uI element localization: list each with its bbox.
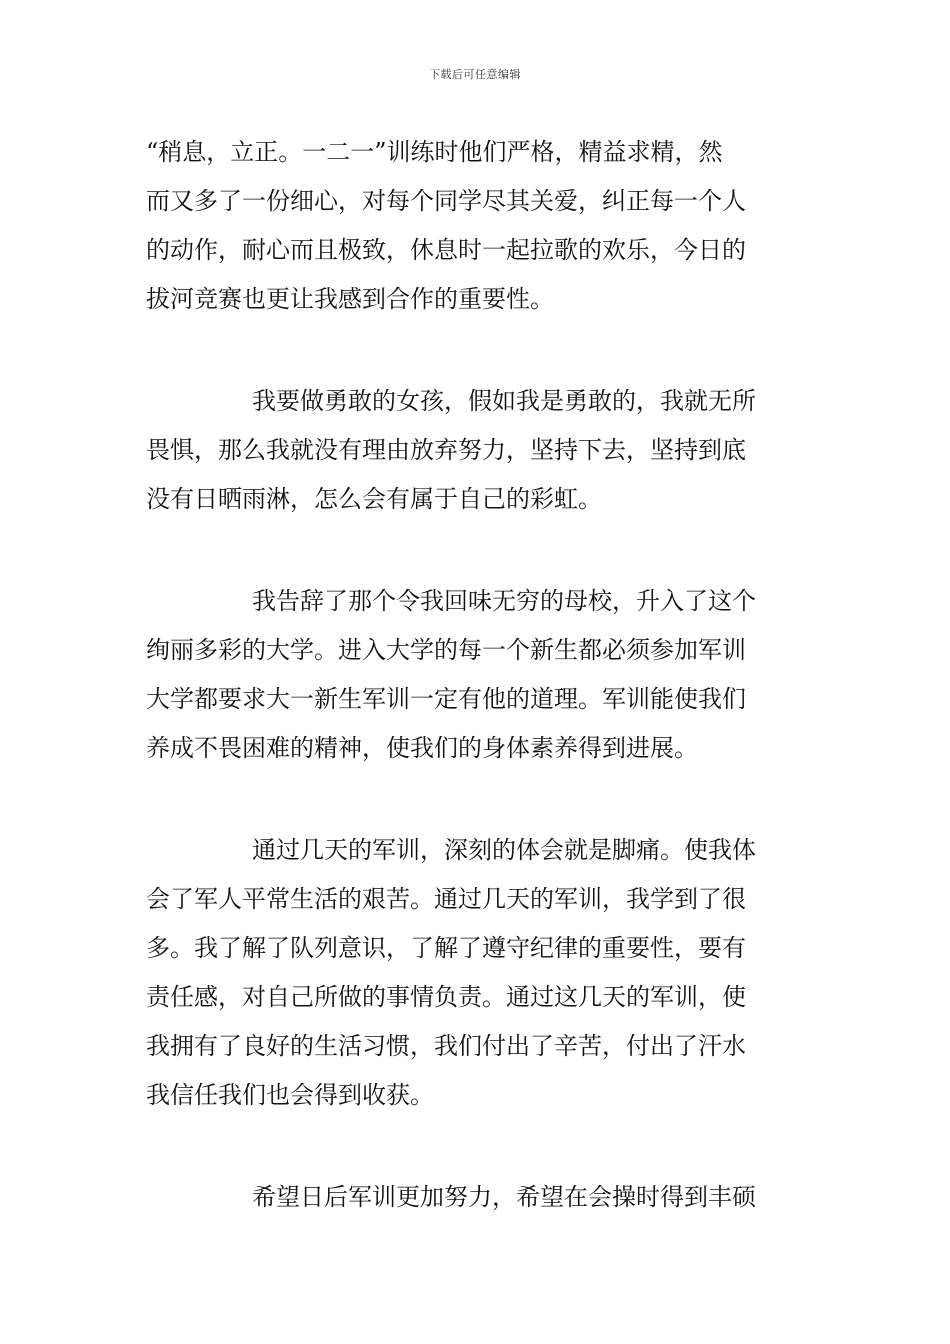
text-line: 多。我了解了队列意识，了解了遵守纪律的重要性，要有 <box>146 934 746 962</box>
paragraph-gap <box>146 524 806 577</box>
text-line: 我告辞了那个令我回味无穷的母校，升入了这个 <box>252 587 756 615</box>
text-line: 我拥有了良好的生活习惯，我们付出了辛苦，付出了汗水 <box>146 1032 746 1060</box>
document-body <box>146 128 806 1222</box>
text-line: 大学都要求大一新生军训一定有他的道理。军训能使我们 <box>146 685 746 713</box>
text-line: 养成不畏困难的精神，使我们的身体素养得到进展。 <box>146 734 698 762</box>
paragraph-gap <box>146 324 806 377</box>
paragraph-gap <box>146 1120 806 1173</box>
text-line: 我要做勇敢的女孩，假如我是勇敢的，我就无所 <box>252 387 756 415</box>
paragraph-4 <box>146 826 806 1120</box>
text-line: 拔河竞赛也更让我感到合作的重要性。 <box>146 285 554 313</box>
paragraph-5 <box>146 1173 806 1222</box>
text-line: 畏惧，那么我就没有理由放弃努力，坚持下去，坚持到底 <box>146 436 746 464</box>
text-line: 而又多了一份细心，对每个同学尽其关爱，纠正每一个人 <box>146 187 746 215</box>
text-line: 没有日晒雨淋，怎么会有属于自己的彩虹。 <box>146 485 602 513</box>
text-line: 的动作，耐心而且极致，休息时一起拉歌的欢乐，今日的 <box>146 236 746 264</box>
text-line: 会了军人平常生活的艰苦。通过几天的军训，我学到了很 <box>146 885 746 913</box>
text-line: “稍息，立正。一二一”训练时他们严格，精益求精，然 <box>146 138 723 166</box>
header-note: 下载后可任意编辑 <box>429 68 521 81</box>
paragraph-1 <box>146 128 806 324</box>
paragraph-2 <box>146 377 806 524</box>
text-line: 希望日后军训更加努力，希望在会操时得到丰硕 <box>252 1183 756 1211</box>
text-line: 通过几天的军训，深刻的体会就是脚痛。使我体 <box>252 836 756 864</box>
paragraph-3 <box>146 577 806 773</box>
paragraph-gap <box>146 773 806 826</box>
text-line: 我信任我们也会得到收获。 <box>146 1081 434 1109</box>
text-line: 责任感，对自己所做的事情负责。通过这几天的军训，使 <box>146 983 746 1011</box>
text-line: 绚丽多彩的大学。进入大学的每一个新生都必须参加军训 <box>146 636 746 664</box>
